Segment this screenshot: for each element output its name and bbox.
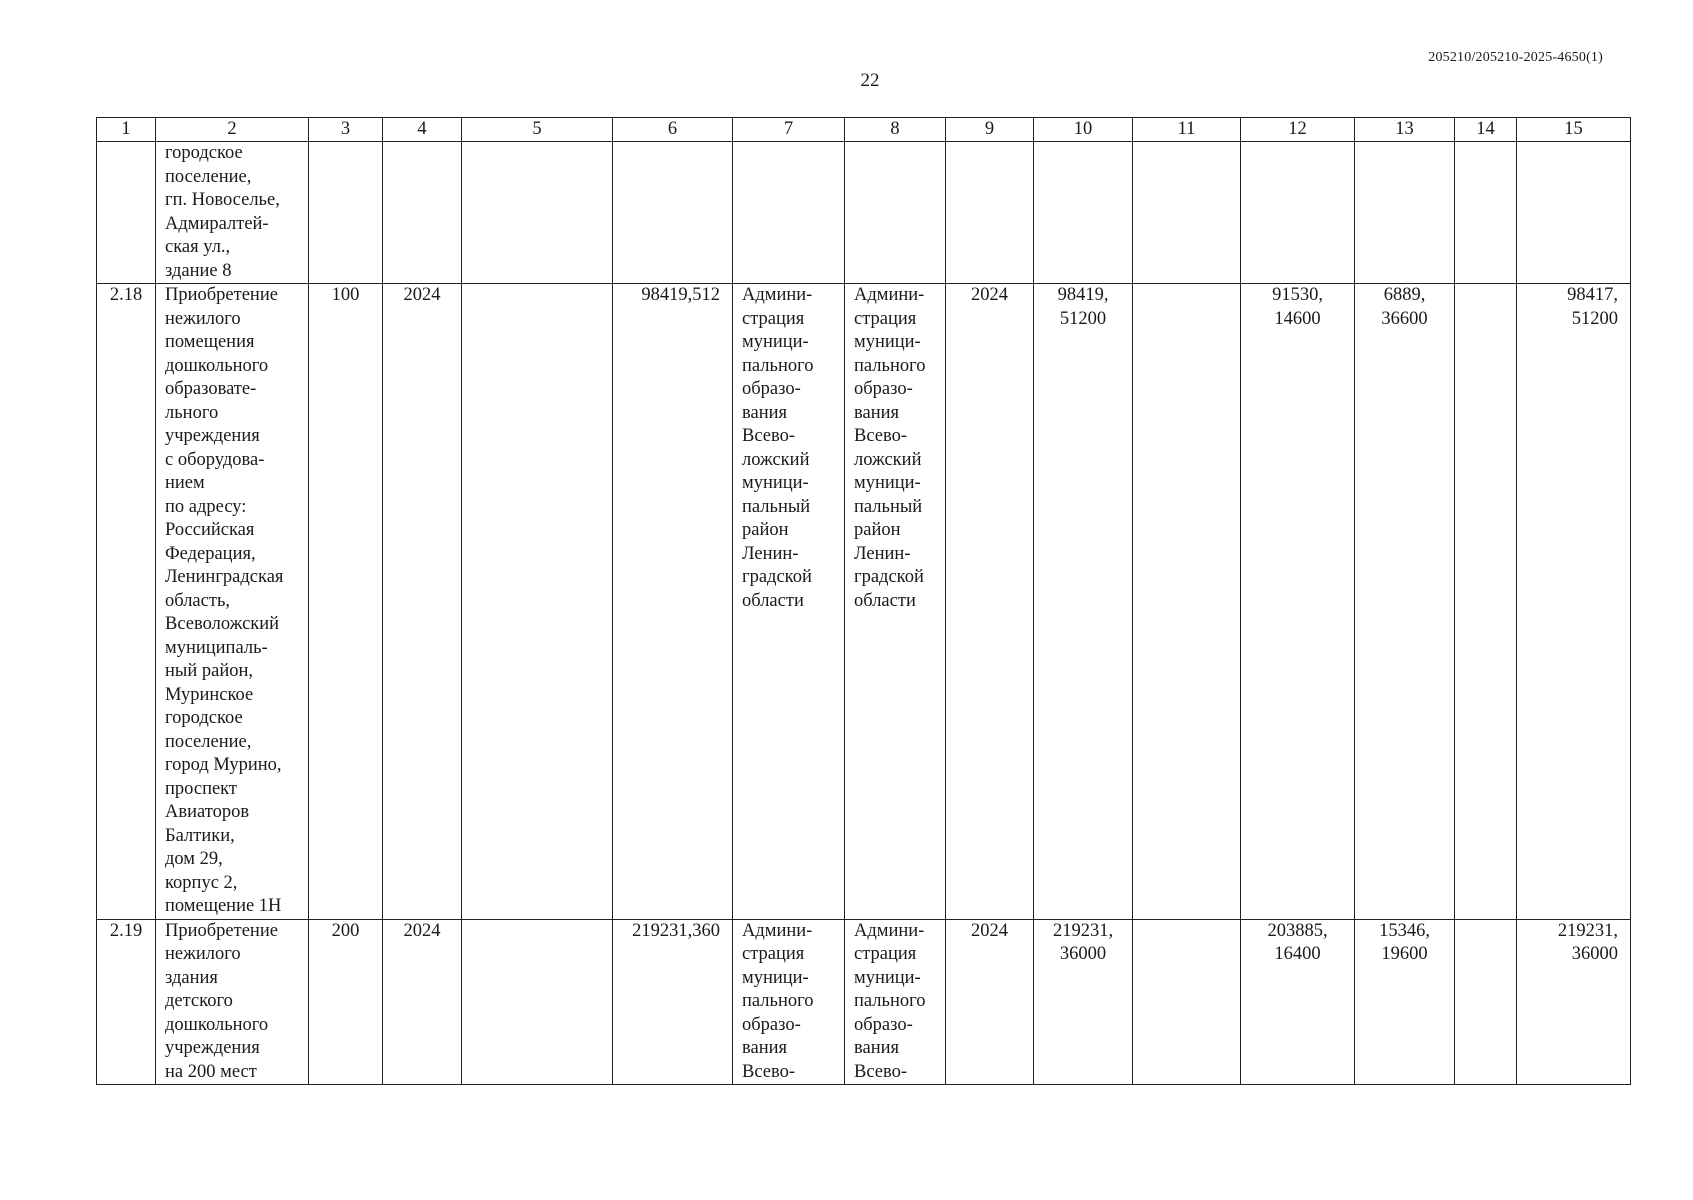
column-header-row bbox=[97, 118, 1631, 142]
table-row bbox=[97, 919, 1631, 1085]
column-header: 14 bbox=[1455, 118, 1517, 142]
cell-col15: 219231, 36000 bbox=[1517, 919, 1631, 1085]
data-table bbox=[96, 117, 1631, 1085]
column-header: 13 bbox=[1355, 118, 1455, 142]
column-header: 11 bbox=[1133, 118, 1241, 142]
cell-number: 2.19 bbox=[97, 919, 156, 1085]
cell-col13 bbox=[1355, 142, 1455, 284]
column-header: 2 bbox=[156, 118, 309, 142]
cell-col11 bbox=[1133, 142, 1241, 284]
cell-col5 bbox=[462, 284, 613, 920]
cell-col12 bbox=[1241, 142, 1355, 284]
cell-col8: Админи- страция муници- пального образо- вания Всево- bbox=[845, 919, 946, 1085]
cell-col6 bbox=[613, 142, 733, 284]
column-header: 6 bbox=[613, 118, 733, 142]
cell-col5 bbox=[462, 919, 613, 1085]
cell-col3 bbox=[309, 142, 383, 284]
cell-col4: 2024 bbox=[383, 284, 462, 920]
column-header: 12 bbox=[1241, 118, 1355, 142]
column-header: 4 bbox=[383, 118, 462, 142]
cell-col14 bbox=[1455, 919, 1517, 1085]
column-header: 9 bbox=[946, 118, 1034, 142]
column-header: 10 bbox=[1034, 118, 1133, 142]
cell-col10: 219231, 36000 bbox=[1034, 919, 1133, 1085]
cell-col10 bbox=[1034, 142, 1133, 284]
cell-col14 bbox=[1455, 142, 1517, 284]
cell-col15: 98417, 51200 bbox=[1517, 284, 1631, 920]
column-header: 15 bbox=[1517, 118, 1631, 142]
cell-col9: 2024 bbox=[946, 919, 1034, 1085]
cell-col6: 219231,360 bbox=[613, 919, 733, 1085]
cell-col4: 2024 bbox=[383, 919, 462, 1085]
cell-col7: Админи- страция муници- пального образо- вания Всево- ложский муници- пальный район Ленин- градской области bbox=[733, 284, 845, 920]
cell-col14 bbox=[1455, 284, 1517, 920]
cell-col6: 98419,512 bbox=[613, 284, 733, 920]
cell-col8: Админи- страция муници- пального образо- вания Всево- ложский муници- пальный район Ленин- градской области bbox=[845, 284, 946, 920]
column-header: 1 bbox=[97, 118, 156, 142]
cell-col7: Админи- страция муници- пального образо- вания Всево- bbox=[733, 919, 845, 1085]
column-header: 5 bbox=[462, 118, 613, 142]
cell-name: Приобретение нежилого здания детского дошкольного учреждения на 200 мест bbox=[156, 919, 309, 1085]
cell-col9: 2024 bbox=[946, 284, 1034, 920]
column-header: 7 bbox=[733, 118, 845, 142]
cell-col13: 15346, 19600 bbox=[1355, 919, 1455, 1085]
document-id: 205210/205210-2025-4650(1) bbox=[1428, 50, 1603, 65]
cell-col12: 91530, 14600 bbox=[1241, 284, 1355, 920]
cell-col4 bbox=[383, 142, 462, 284]
table-row bbox=[97, 142, 1631, 284]
cell-col11 bbox=[1133, 919, 1241, 1085]
cell-col8 bbox=[845, 142, 946, 284]
cell-number: 2.18 bbox=[97, 284, 156, 920]
column-header: 3 bbox=[309, 118, 383, 142]
cell-col11 bbox=[1133, 284, 1241, 920]
cell-col12: 203885, 16400 bbox=[1241, 919, 1355, 1085]
cell-col3: 100 bbox=[309, 284, 383, 920]
cell-col15 bbox=[1517, 142, 1631, 284]
cell-name: городское поселение, гп. Новоселье, Адмиралтей- ская ул., здание 8 bbox=[156, 142, 309, 284]
cell-col5 bbox=[462, 142, 613, 284]
cell-col13: 6889, 36600 bbox=[1355, 284, 1455, 920]
column-header: 8 bbox=[845, 118, 946, 142]
table-row bbox=[97, 284, 1631, 920]
cell-name: Приобретение нежилого помещения дошкольного образовате- льного учреждения с оборудова- нием по адресу: Российская Федерация, Ленинградская область, Всеволожский муниципаль- ный район, Муринское городское поселение, город Мурино, проспект Авиаторов Балтики, дом 29, корпус 2, помещение 1Н bbox=[156, 284, 309, 920]
cell-col7 bbox=[733, 142, 845, 284]
cell-col10: 98419, 51200 bbox=[1034, 284, 1133, 920]
cell-number bbox=[97, 142, 156, 284]
page-number: 22 bbox=[860, 70, 880, 91]
cell-col3: 200 bbox=[309, 919, 383, 1085]
cell-col9 bbox=[946, 142, 1034, 284]
